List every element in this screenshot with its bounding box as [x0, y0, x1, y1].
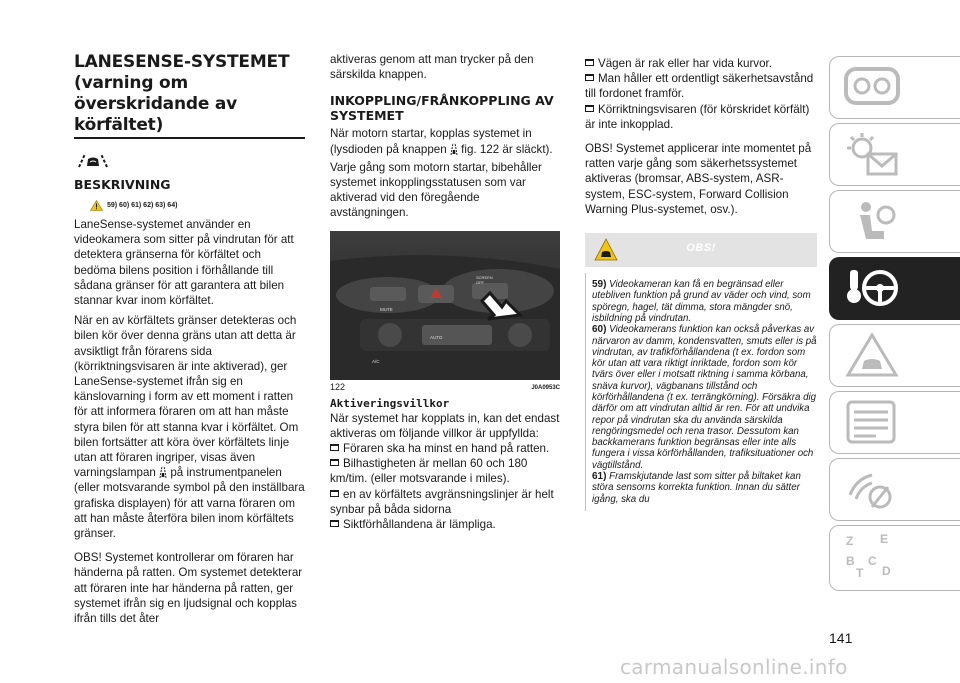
- tab-maintenance[interactable]: [829, 391, 960, 454]
- column-right: [585, 56, 817, 511]
- obs-label: OBS!: [686, 242, 716, 255]
- checklist-icon: [842, 398, 902, 448]
- note-item: 61) Framskjutande last som sitter på biltaket kan störa sensorns korrekta funktion. Innan du sätter igång, ska du: [592, 471, 801, 505]
- tab-index[interactable]: [829, 525, 960, 591]
- list-item: Föraren ska ha minst en hand på ratten.: [330, 441, 560, 456]
- signal-tools-icon: [842, 465, 902, 515]
- paragraph-text: fig. 122 är släckt).: [461, 142, 553, 156]
- bullet-icon: [330, 490, 339, 497]
- paragraph: OBS! Systemet applicerar inte momentet på ratten varje gång som säkerhetssystemet aktiveras (bromsar, ABS-system, ASR-system, ESC-system, Forward Collision Warning Plus-systemet, osv.).: [585, 142, 812, 216]
- page-number: 141: [829, 630, 853, 646]
- paragraph-text: på instrumentpanelen (eller motsvarande symbol på den inställbara grafiska displayen) för att varna föraren om att han måste återföra bilen inom körfältets gränser.: [74, 466, 305, 541]
- paragraph-text: När en av körfältets gränser detekteras och bilen kör över denna gräns utan att detta är avsiktligt från förarens sida (körriktningsvisaren är inte aktiverad), ger LaneSense-systemet ifrån sig en känslovarning i form av ett moment i ratten för att informera föraren om att han måste styra bilen för att stanna kvar i körfältet. Om bilen fortsätter att köra över körfältets linje utan att föraren ingriper, visas även varningslampan: [74, 314, 299, 480]
- dashboard-photo: [330, 231, 560, 380]
- paragraph: Varje gång som motorn startar, bibehåller systemet inkopplingsstatusen som var aktiverad vid den föregående avstängningen.: [330, 160, 542, 220]
- bullet-icon: [330, 520, 339, 527]
- section-heading-description: BESKRIVNING: [74, 177, 171, 192]
- warning-ref-numbers: 59) 60) 61) 62) 63) 64): [107, 202, 178, 209]
- airbag-seat-icon: [842, 197, 902, 247]
- tab-dashboard[interactable]: [829, 56, 960, 119]
- watermark: carmanualsonline.info: [620, 655, 848, 679]
- paragraph: LaneSense-systemet använder en videokamera som sitter på vindrutan för att detektera gränserna för körfältet och bedöma bilens position i förhållande till sådana gränser för att garantera att bilen stannar kvar inom körfältet.: [74, 218, 294, 308]
- paragraph: OBS! Systemet kontrollerar om föraren har händerna på ratten. Om systemet detekterar att föraren inte har händerna på ratten, ger systemet ifrån sig en ljudsignal och kopplas ifrån tills det åter: [74, 551, 303, 626]
- note-item: 60) Videokamerans funktion kan också påverkas av närvaron av damm, kondensvatten, smuts eller is på vindrutan, av trafikförhållandena (t ex. fordon som kör utan att vara riktigt inriktade, fordon som kör tvärs över eller i motsatt riktning i samma körbana, snäva kurvor), vägbanans tillstånd och körförhållandena (t ex. terrängkörning). Försäkra dig därför om att vindrutan alltid är ren. För att undvika repor på vindrutan ska du använda särskilda rengöringsmedel och rena trasor. Dessutom kan backkamerans funktion begränsas eller inte alls fungera i vissa körförhållanden, trafiksituationer och vägtillstånd.: [592, 324, 817, 471]
- tab-warning-lights[interactable]: [829, 324, 960, 387]
- tab-starting-driving[interactable]: [829, 257, 960, 320]
- list-item: Bilhastigheten är mellan 60 och 180 km/tim. (eller motsvarande i miles).: [330, 457, 528, 486]
- sun-envelope-icon: [842, 130, 902, 180]
- figure-number: 122: [330, 381, 346, 392]
- list-item: Körriktningsvisaren (för körskridet körfält) är inte inkopplad.: [585, 102, 810, 131]
- lane-sense-icon: [76, 151, 305, 169]
- title-rule: [74, 137, 305, 139]
- note-item: 59) Videokameran kan få en begränsad eller utebliven funktion på grund av väder och vind, som spöregn, hagel, tät dimma, stora mängder snö, isbildning på vindrutan.: [592, 279, 811, 324]
- conditions-list: [330, 441, 560, 532]
- obs-header: [585, 233, 817, 267]
- figure-code: J0A0953C: [531, 384, 560, 391]
- bullet-icon: [330, 459, 339, 466]
- paragraph: [74, 313, 305, 541]
- conditions-list-continued: [585, 56, 817, 132]
- bullet-icon: [585, 105, 594, 112]
- lane-button-icon: [450, 142, 458, 156]
- bullet-icon: [585, 74, 594, 81]
- list-item: Man håller ett ordentligt säkerhetsavstånd till fordonet framför.: [585, 72, 814, 101]
- warning-references: [90, 200, 305, 211]
- photo-label-screen-off: SCREEN OFF: [476, 274, 493, 285]
- column-middle: [330, 52, 560, 532]
- tab-safety-lights[interactable]: [829, 123, 960, 186]
- paragraph: [330, 126, 560, 156]
- page-title: LANESENSE-SYSTEMET (varning om överskridande av körfältet): [74, 52, 290, 135]
- warning-triangle-car-icon: [842, 331, 902, 381]
- photo-label-mute: MUTE: [380, 306, 393, 312]
- list-item: Vägen är rak eller har vida kurvor.: [585, 56, 817, 71]
- dashboard-gauge-icon: [842, 63, 902, 113]
- warning-triangle-icon: [90, 200, 103, 211]
- list-item: Siktförhållandena är lämpliga.: [330, 517, 560, 532]
- section-heading-activation: INKOPPLING/FRÅNKOPPLING AV SYSTEMET: [330, 93, 554, 124]
- photo-label-auto: AUTO: [430, 334, 443, 340]
- lane-warning-lamp-icon: [159, 465, 167, 479]
- paragraph: aktiveras genom att man trycker på den särskilda knappen.: [330, 53, 534, 82]
- bullet-icon: [330, 444, 339, 451]
- tab-multimedia[interactable]: [829, 458, 960, 521]
- paragraph: När systemet har kopplats in, kan det endast aktiveras om följande villkor är uppfyllda:: [330, 411, 560, 440]
- sub-heading-conditions: Aktiveringsvillkor: [330, 396, 450, 410]
- index-letters: Z E B C T D: [846, 532, 891, 580]
- list-item: en av körfältets avgränsningslinjer är helt synbar på båda sidorna: [330, 487, 554, 516]
- steering-key-icon: [842, 264, 902, 314]
- bullet-icon: [585, 59, 594, 66]
- column-left: [74, 52, 305, 626]
- figure-caption: [330, 382, 560, 392]
- tab-safety[interactable]: [829, 190, 960, 253]
- obs-notes: [585, 273, 817, 511]
- photo-label-ac: A/C: [372, 358, 380, 364]
- paragraph-text: När motorn startar, kopplas systemet in (lysdioden på knappen: [330, 127, 532, 156]
- chapter-tabs: [829, 56, 960, 595]
